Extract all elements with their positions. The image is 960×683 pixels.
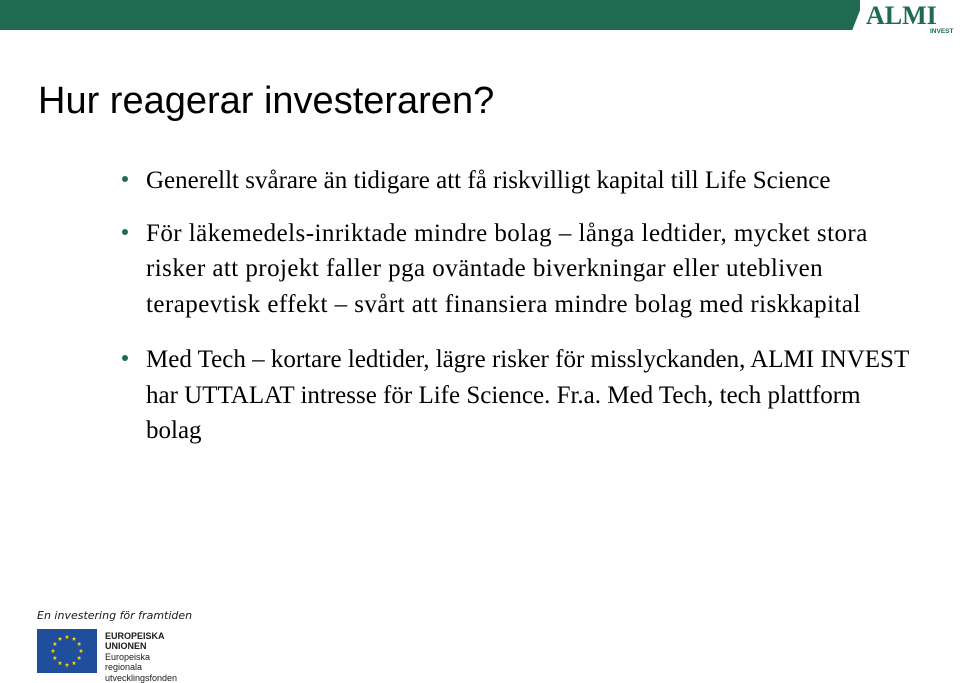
bullet-list (122, 163, 922, 469)
bullet-icon (122, 355, 128, 361)
footer-motto: En investering för framtiden (37, 609, 193, 622)
eu-fund-label (105, 631, 177, 683)
bullet-text: För läkemedels-inriktade mindre bolag – långa ledtider, mycket stora risker att projekt faller pga oväntade biverkningar eller utebliven terapevtisk effekt – svårt att finansiera mindre bolag med riskkapital (146, 219, 868, 318)
eu-flag-icon (37, 629, 97, 673)
bullet-item (122, 163, 922, 199)
bullet-icon (122, 176, 128, 182)
bullet-text: Generellt svårare än tidigare att få riskvilligt kapital till Life Science (146, 167, 831, 194)
logo-subtext: INVEST (930, 28, 954, 35)
eu-label-line: utvecklingsfonden (105, 672, 178, 683)
almi-invest-logo (842, 0, 960, 36)
eu-label-line: UNIONEN (105, 641, 147, 652)
slide-title: Hur reagerar investeraren? (38, 80, 495, 122)
eu-label-line: EUROPEISKA (105, 631, 165, 641)
eu-label-line: Europeiska (105, 651, 151, 662)
bullet-icon (122, 229, 128, 235)
bullet-item (122, 216, 922, 323)
bullet-item (122, 342, 922, 449)
logo-text: ALMI (866, 1, 937, 30)
header-bar (0, 0, 860, 30)
bullet-text: Med Tech – kortare ledtider, lägre risker för misslyckanden, ALMI INVEST har UTTALAT intresse för Life Science. Fr.a. Med Tech, tech plattform bolag (146, 346, 909, 444)
eu-label-line: regionala (105, 662, 143, 673)
